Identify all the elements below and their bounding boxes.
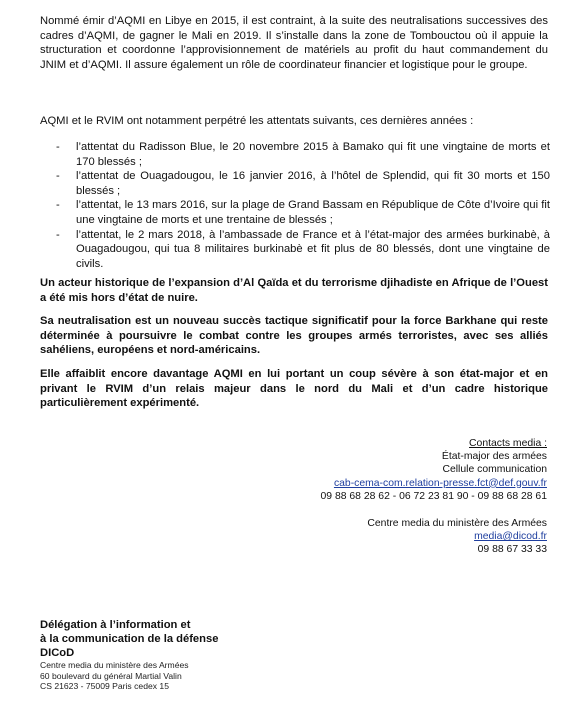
footer-title-line2: à la communication de la défense	[40, 633, 219, 645]
contacts-staff: État-major des armées	[441, 451, 547, 463]
list-item	[40, 140, 550, 169]
list-item	[40, 169, 550, 198]
list-item	[40, 198, 550, 227]
media-contacts	[287, 437, 547, 557]
contacts-media-center: Centre media du ministère des Armées	[367, 518, 547, 530]
paragraph-biography: Nommé émir d’AQMI en Libye en 2015, il est contraint, à la suite des neutralisations successives des cadres d’AQMI, de gagner le Mali en 2019. Il s’installe dans la zone de Tombouctou où il appuie la structuration et coordonne l’approvisionnement de matériels au profit du haut commandement du JNIM et d’AQMI. Il assure également un rôle de coordinateur financier et logistique pour le groupe.	[40, 15, 548, 71]
list-dash: -	[56, 170, 60, 183]
list-dash: -	[56, 141, 60, 153]
attacks-list	[40, 140, 550, 271]
list-dash: -	[56, 228, 60, 241]
list-dash: -	[56, 199, 60, 212]
paragraph-tactical-success: Sa neutralisation est un nouveau succès tactique significatif pour la force Barkhane qui reste déterminée à poursuivre le combat contre les groupes armés terroristes, avec ses alliés sahéliens, européens et nord-américains.	[40, 315, 548, 357]
list-item-text: l’attentat du Radisson Blue, le 20 novembre 2015 à Bamako qui fit une vingtaine de morts et 170 blessés ;	[76, 141, 550, 168]
list-item	[40, 228, 550, 272]
footer-dicod	[40, 618, 300, 692]
contacts-heading: Contacts media :	[469, 438, 547, 449]
contacts-phones: 09 88 68 28 62 - 06 72 23 81 90 - 09 88 68 28 61	[320, 490, 547, 502]
list-item-text: l’attentat, le 2 mars 2018, à l’ambassade de France et à l’état-major des armées burkinabè, à Ouagadougou, qui tua 8 militaires burkinabè et fit plus de 80 blessés, dont une vingtaine de civils.	[76, 228, 550, 270]
paragraph-attacks-intro: AQMI et le RVIM ont notamment perpétré les attentats suivants, ces dernières années :	[40, 115, 474, 127]
list-item-text: l’attentat de Ouagadougou, le 16 janvier 2016, à l’hôtel de Splendid, qui fit 30 morts et 150 blessés ;	[76, 170, 550, 197]
email-link-cema[interactable]: cab-cema-com.relation-presse.fct@def.gouv.fr	[333, 477, 547, 489]
paragraph-historic-actor: Un acteur historique de l’expansion d’Al Qaïda et du terrorisme djihadiste en Afrique de l’Ouest a été mis hors d’état de nuire.	[40, 277, 548, 304]
contacts-phone-dicod: 09 88 67 33 33	[477, 544, 547, 556]
list-item-text: l’attentat, le 13 mars 2016, sur la plage de Grand Bassam en République de Côte d’Ivoire qui fit une vingtaine de morts et une trentaine de blessés ;	[76, 199, 550, 226]
footer-title-line3: DICoD	[40, 647, 75, 659]
footer-address-line3: CS 21623 - 75009 Paris cedex 15	[40, 681, 169, 692]
contacts-cell: Cellule communication	[442, 464, 547, 476]
footer-title-line1: Délégation à l’information et	[40, 619, 191, 631]
paragraph-weakened-aqmi: Elle affaiblit encore davantage AQMI en lui portant un coup sévère à son état-major et en privant le RVIM d’un relais majeur dans le nord du Mali et d’un cadre historique particulièrement expérimenté.	[40, 368, 548, 410]
email-link-dicod[interactable]: media@dicod.fr	[474, 531, 547, 543]
footer-address-line2: 60 boulevard du général Martial Valin	[40, 670, 182, 681]
footer-address-line1: Centre media du ministère des Armées	[40, 660, 189, 670]
